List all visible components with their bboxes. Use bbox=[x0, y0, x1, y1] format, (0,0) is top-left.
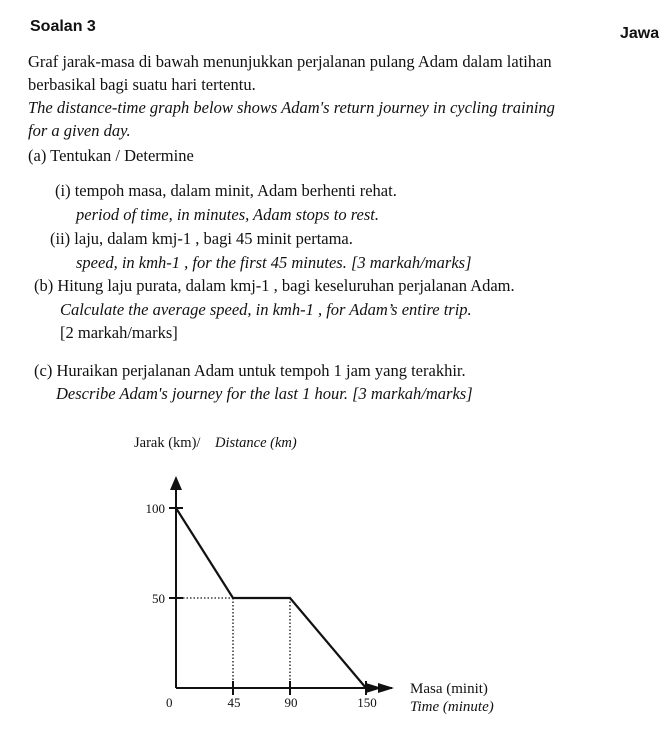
part-a-label: (a) Tentukan / Determine bbox=[28, 146, 194, 165]
y-tick-label-100: 100 bbox=[145, 501, 165, 516]
part-b-ms: (b) Hitung laju purata, dalam kmj-1 , bagi keseluruhan perjalanan Adam. bbox=[34, 276, 515, 295]
question-heading: Soalan 3 bbox=[30, 18, 96, 35]
y-axis-arrow bbox=[170, 476, 182, 490]
part-c-ms: (c) Huraikan perjalanan Adam untuk tempoh 1 jam yang terakhir. bbox=[34, 361, 466, 380]
y-axis-label-ms: Jarak (km)/ bbox=[134, 435, 201, 451]
y-axis-label-en: Distance (km) bbox=[215, 435, 297, 451]
x-tick-label-90: 90 bbox=[284, 695, 298, 710]
x-axis-label-ms: Masa (minit) bbox=[410, 681, 488, 697]
part-a-ii-ms: (ii) laju, dalam kmj-1 , bagi 45 minit pertama. bbox=[50, 229, 353, 248]
intro-ms-line2: berbasikal bagi suatu hari tertentu. bbox=[28, 75, 256, 94]
intro-en-line1: The distance-time graph below shows Adam's return journey in cycling training bbox=[28, 98, 555, 117]
part-b-marks: [2 markah/marks] bbox=[60, 323, 178, 342]
intro-ms-line1: Graf jarak-masa di bawah menunjukkan perjalanan pulang Adam dalam latihan bbox=[28, 52, 552, 71]
part-a-ii-en: speed, in kmh-1 , for the first 45 minutes. [3 markah/marks] bbox=[76, 253, 472, 272]
part-c-en: Describe Adam's journey for the last 1 hour. [3 markah/marks] bbox=[56, 384, 473, 403]
intro-en-line2: for a given day. bbox=[28, 121, 131, 140]
y-tick-label-50: 50 bbox=[152, 591, 165, 606]
part-b-en: Calculate the average speed, in kmh-1 , for Adam’s entire trip. bbox=[60, 300, 472, 319]
part-a-i-ms: (i) tempoh masa, dalam minit, Adam berhenti rehat. bbox=[55, 181, 397, 200]
origin-label: 0 bbox=[166, 695, 173, 710]
answer-heading-cut: Jawa bbox=[620, 25, 659, 42]
x-axis-label-en: Time (minute) bbox=[410, 699, 494, 715]
x-tick-label-150: 150 bbox=[357, 695, 377, 710]
part-a-i-en: period of time, in minutes, Adam stops to rest. bbox=[76, 205, 379, 224]
x-tick-label-45: 45 bbox=[227, 695, 241, 710]
